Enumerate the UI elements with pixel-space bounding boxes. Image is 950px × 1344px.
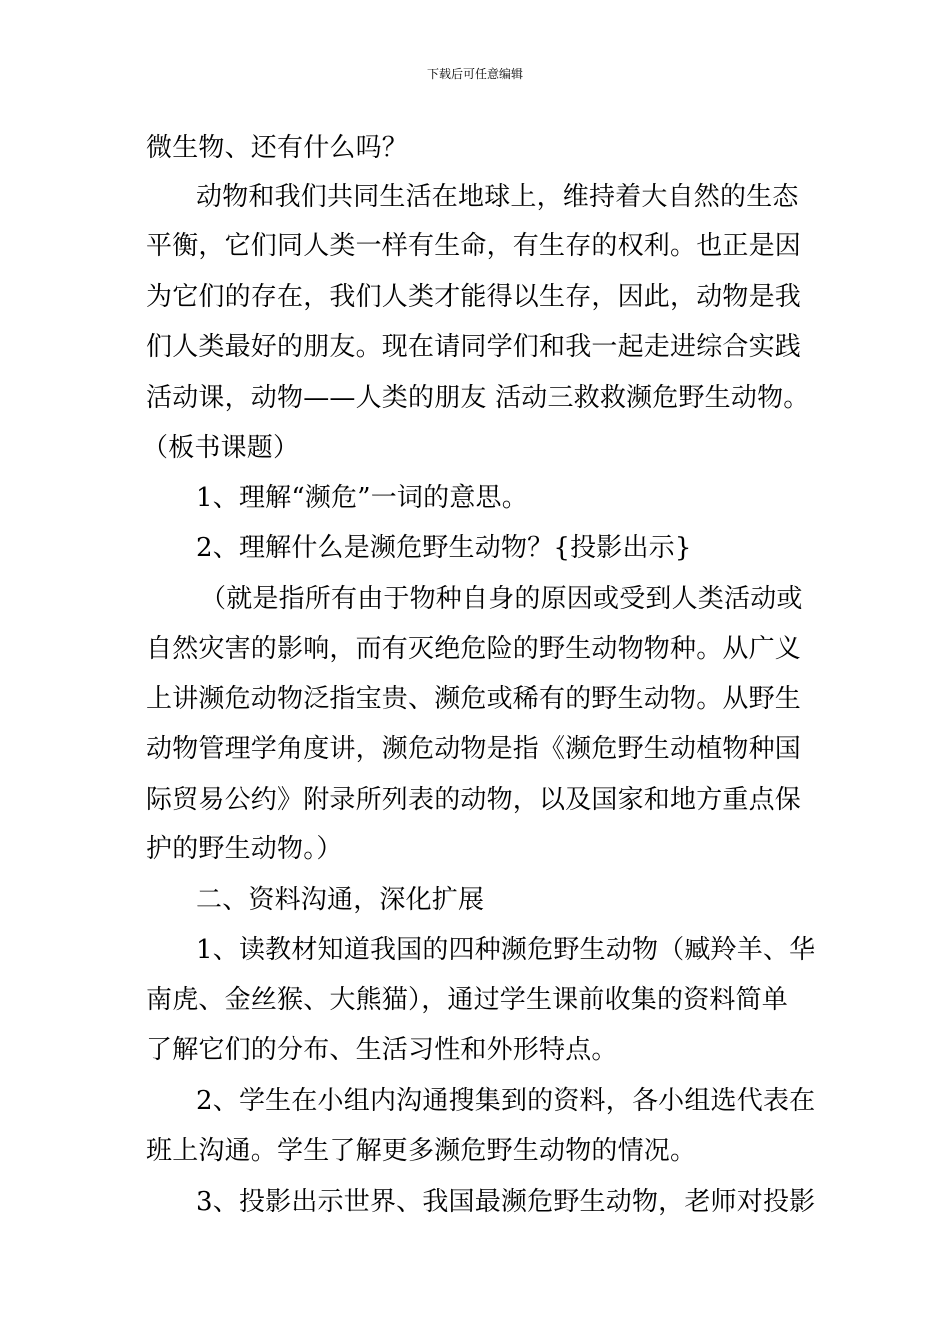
text-line: （板书课题） bbox=[142, 433, 300, 463]
text-line: （就是指所有由于物种自身的原因或受到人类活动或 bbox=[200, 584, 803, 614]
text-line: 动物管理学角度讲，濒危动物是指《濒危野生动植物种国 bbox=[146, 734, 802, 764]
text-line: 自然灾害的影响，而有灭绝危险的野生动物物种。从广义 bbox=[146, 634, 802, 664]
text-line: 二、资料沟通，深化扩展 bbox=[196, 885, 485, 915]
text-line: 1、理解“濒危”一词的意思。 bbox=[196, 483, 528, 513]
text-line: 动物和我们共同生活在地球上，维持着大自然的生态 bbox=[196, 182, 799, 212]
text-line: 为它们的存在，我们人类才能得以生存，因此，动物是我 bbox=[146, 282, 802, 312]
text-line: 2、理解什么是濒危野生动物？{投影出示} bbox=[196, 533, 692, 563]
text-line: 护的野生动物。） bbox=[146, 834, 343, 864]
text-line: 了解它们的分布、生活习性和外形特点。 bbox=[146, 1035, 618, 1065]
text-line: 班上沟通。学生了解更多濒危野生动物的情况。 bbox=[146, 1136, 697, 1166]
text-line: 平衡，它们同人类一样有生命，有生存的权利。也正是因 bbox=[146, 231, 802, 261]
text-line: 们人类最好的朋友。现在请同学们和我一起走进综合实践 bbox=[146, 332, 802, 362]
text-line: 3、投影出示世界、我国最濒危野生动物，老师对投影 bbox=[196, 1187, 816, 1217]
text-line: 1、读教材知道我国的四种濒危野生动物（臧羚羊、华 bbox=[196, 935, 816, 965]
text-line: 2、学生在小组内沟通搜集到的资料，各小组选代表在 bbox=[196, 1086, 816, 1116]
text-line: 微生物、还有什么吗？ bbox=[146, 133, 409, 163]
text-line: 活动课，动物——人类的朋友 活动三救救濒危野生动物。 bbox=[146, 383, 810, 413]
page-header: 下载后可任意编辑 bbox=[426, 67, 523, 81]
text-line: 南虎、金丝猴、大熊猫），通过学生课前收集的资料简单 bbox=[146, 985, 789, 1015]
text-line: 际贸易公约》附录所列表的动物，以及国家和地方重点保 bbox=[146, 785, 802, 815]
text-line: 上讲濒危动物泛指宝贵、濒危或稀有的野生动物。从野生 bbox=[146, 684, 802, 714]
